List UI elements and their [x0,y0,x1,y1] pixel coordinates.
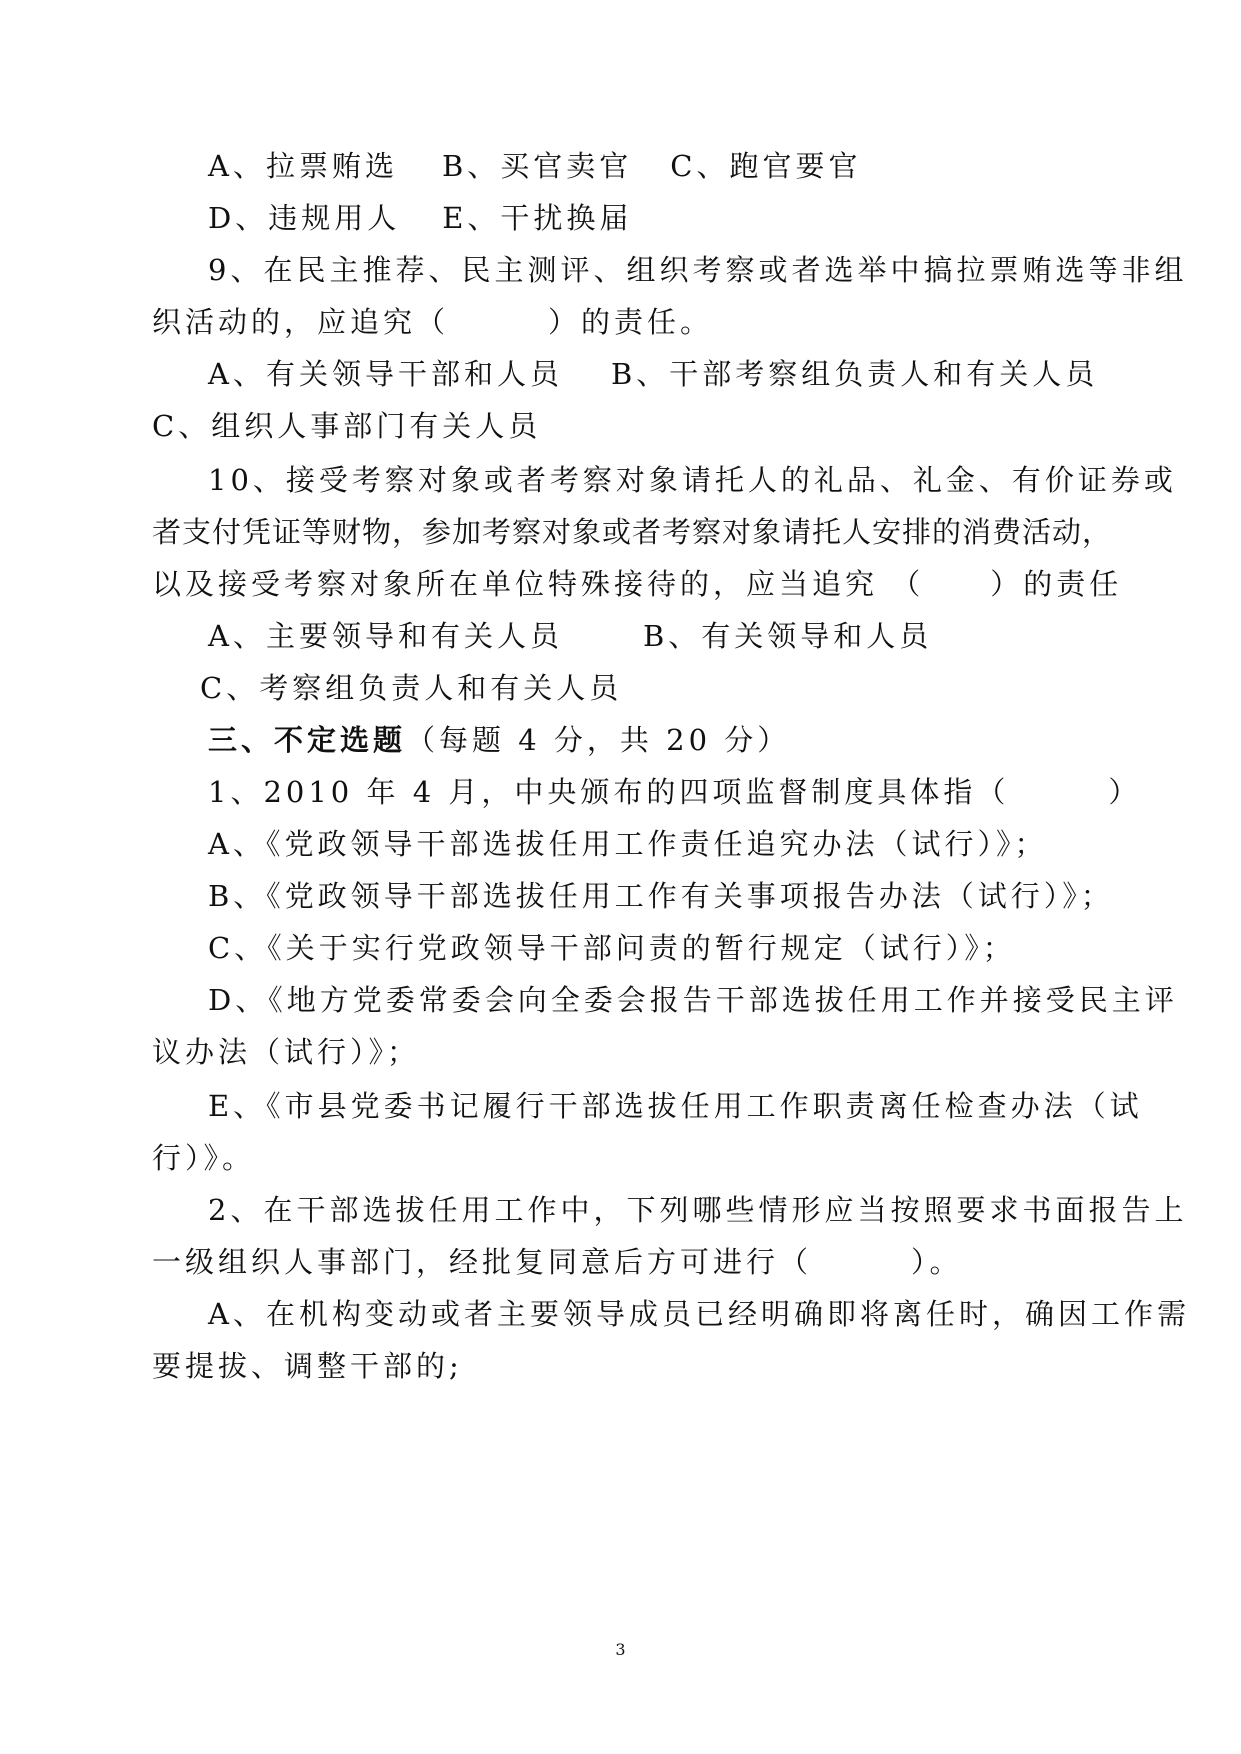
page-number: 3 [615,1640,626,1659]
q10-option-b: B、有关领导和人员 [642,619,933,653]
q10-option-c: C、考察组负责人和有关人员 [200,671,623,705]
s3q1-option-b: B、《党政领导干部选拔任用工作有关事项报告办法（试行）》； [208,879,1114,913]
s3q1-option-a: A、《党政领导干部选拔任用工作责任追究办法（试行）》； [208,827,1048,861]
s3q2-option-a-line-2: 要提拔、调整干部的; [152,1349,463,1383]
section-3-note: （每题 4 分，共 20 分） [406,723,791,757]
section-3-heading [208,720,790,760]
q9-options-row-1 [208,354,1098,394]
section-3-title: 三、不定选题 [208,723,407,757]
s3q2-text-line-1: 2、在干部选拔任用工作中，下列哪些情形应当按照要求书面报告上 [208,1193,1188,1227]
q10-option-a: A、主要领导和有关人员 [208,619,563,653]
q10-text-line-3: 以及接受考察对象所在单位特殊接待的，应当追究 （ ）的责任 [152,567,1123,601]
q8-option-e: E、干扰换届 [442,201,633,235]
s3q1-option-e-line-2: 行）》。 [152,1141,256,1175]
s3q2-option-a-line-1: A、在机构变动或者主要领导成员已经明确即将离任时，确因工作需 [208,1297,1190,1331]
q8-options-row-2 [208,198,632,238]
q10-text-line-2: 者支付凭证等财物，参加考察对象或者考察对象请托人安排的消费活动， [152,515,1113,549]
q8-option-c: C、跑官要官 [670,149,862,183]
q8-option-d: D、违规用人 [208,201,401,235]
s3q1-option-e-line-1: E、《市县党委书记履行干部选拔任用工作职责离任检查办法（试 [208,1089,1143,1123]
q10-text-line-1: 10、接受考察对象或者考察对象请托人的礼品、礼金、有价证券或 [208,463,1177,497]
q9-option-a: A、有关领导干部和人员 [208,357,563,391]
s3q1-option-d-line-2: 议办法（试行）》； [152,1035,421,1069]
s3q1-option-d-line-1: D、《地方党委常委会向全委会报告干部选拔任用工作并接受民主评 [208,983,1178,1017]
q9-option-c: C、组织人事部门有关人员 [152,409,542,443]
q8-option-a: A、拉票贿选 [208,149,398,183]
s3q1-text: 1、2010 年 4 月，中央颁布的四项监督制度具体指（ ） [208,775,1142,809]
q9-text-line-1: 9、在民主推荐、民主测评、组织考察或者选举中搞拉票贿选等非组 [208,253,1188,287]
s3q2-text-line-2: 一级组织人事部门，经批复同意后方可进行（ ）。 [152,1245,963,1279]
q8-option-b: B、买官卖官 [441,149,633,183]
q9-option-b: B、干部考察组负责人和有关人员 [610,357,1099,391]
q10-options-row-1 [208,616,932,656]
q9-text-line-2: 织活动的，应追究（ ）的责任。 [152,305,714,339]
s3q1-option-c: C、《关于实行党政领导干部问责的暂行规定（试行）》； [208,931,1016,965]
q8-options-row-1 [208,146,861,186]
